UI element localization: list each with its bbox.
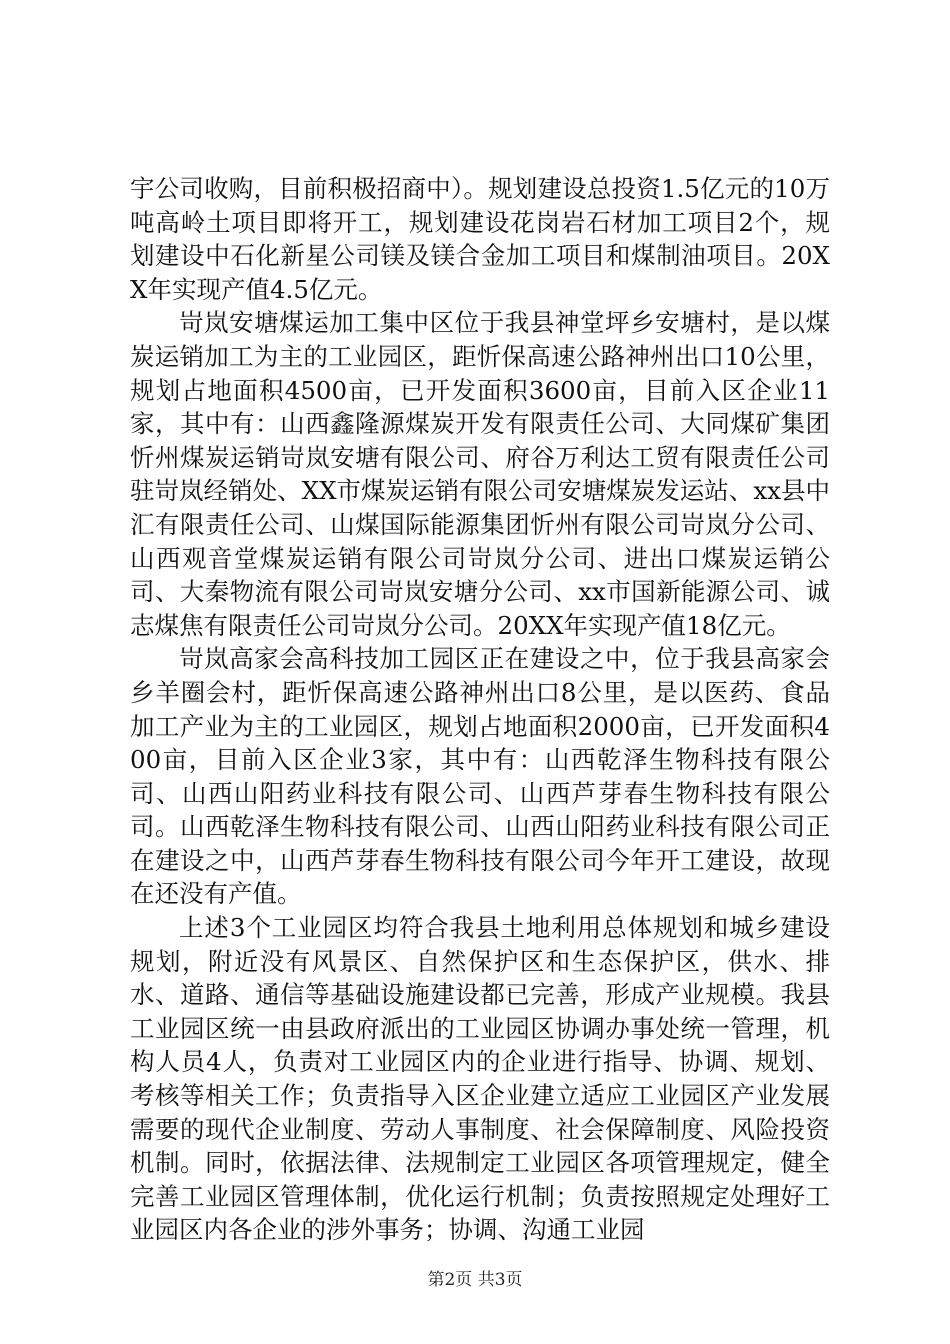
paragraph-4: 上述3个工业园区均符合我县土地利用总体规划和城乡建设规划，附近没有风景区、自然保护区和生态保护区，供水、排水、道路、通信等基础设施建设都已完善，形成产业规模。我县工业园区统一由县政府派出的工业园区协调办事处统一管理，机构人员4人，负责对工业园区内的企业进行指导、协调、规划、考核等相关工作；负责指导入区企业建立适应工业园区产业发展需要的现代企业制度、劳动人事制度、社会保障制度、风险投资机制。同时，依据法律、法规制定工业园区各项管理规定，健全完善工业园区管理体制，优化运行机制；负责按照规定处理好工业园区内各企业的涉外事务；协调、沟通工业园 — [130, 913, 830, 1245]
document-body — [130, 172, 830, 1247]
paragraph-3: 岢岚高家会高科技加工园区正在建设之中，位于我县高家会乡羊圈会村，距忻保高速公路神州出口8公里，是以医药、食品加工产业为主的工业园区，规划占地面积2000亩，已开发面积400亩，目前入区企业3家，其中有：山西乾泽生物科技有限公司、山西山阳药业科技有限公司、山西芦芽春生物科技有限公司。山西乾泽生物科技有限公司、山西山阳药业科技有限公司正在建设之中，山西芦芽春生物科技有限公司今年开工建设，故现在还没有产值。 — [130, 644, 830, 909]
paragraph-1: 宇公司收购，目前积极招商中）。规划建设总投资1.5亿元的10万吨高岭土项目即将开工，规划建设花岗岩石材加工项目2个，规划建设中石化新星公司镁及镁合金加工项目和煤制油项目。20XX年实现产值4.5亿元。 — [130, 174, 830, 304]
paragraph-2: 岢岚安塘煤运加工集中区位于我县神堂坪乡安塘村，是以煤炭运销加工为主的工业园区，距忻保高速公路神州出口10公里，规划占地面积4500亩，已开发面积3600亩，目前入区企业11家，其中有：山西鑫隆源煤炭开发有限责任公司、大同煤矿集团忻州煤炭运销岢岚安塘有限公司、府谷万利达工贸有限责任公司驻岢岚经销处、XX市煤炭运销有限公司安塘煤炭发运站、xx县中汇有限责任公司、山煤国际能源集团忻州有限公司岢岚分公司、山西观音堂煤炭运销有限公司岢岚分公司、进出口煤炭运销公司、大秦物流有限公司岢岚安塘分公司、xx市国新能源公司、诚志煤焦有限责任公司岢岚分公司。20XX年实现产值18亿元。 — [130, 308, 830, 640]
page-number-footer: 第2页 共3页 — [427, 1270, 523, 1290]
